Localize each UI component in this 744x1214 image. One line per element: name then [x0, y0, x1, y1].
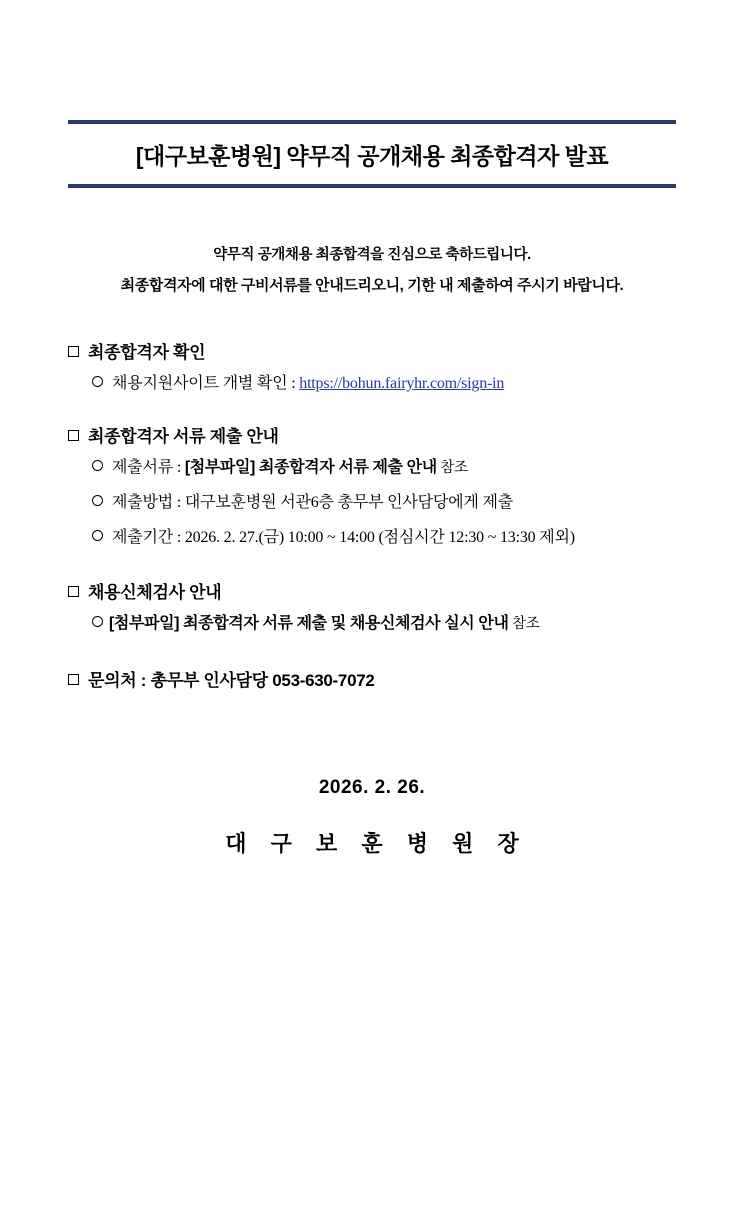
square-bullet-icon — [68, 346, 79, 357]
submission-docs-suffix: 참조 — [436, 459, 468, 476]
list-item — [92, 491, 676, 515]
document-page — [0, 120, 744, 1214]
section-heading-label: 채용신체검사 안내 — [88, 582, 222, 602]
list-item — [92, 372, 676, 396]
square-bullet-icon — [68, 586, 79, 597]
title-rule-bottom — [68, 184, 676, 188]
list-item — [92, 612, 676, 636]
issue-date: 2026. 2. 26. — [318, 776, 426, 798]
circle-bullet-icon — [92, 495, 103, 506]
section-document-submission — [68, 422, 676, 550]
section-items — [68, 612, 676, 636]
recruit-site-link[interactable]: https://bohun.fairyhr.com/sign-in — [299, 374, 505, 392]
submission-method-text: 제출방법 : 대구보훈병원 서관6층 총무부 인사담당에게 제출 — [112, 493, 513, 511]
issuer-name: 대 구 보 훈 병 원 장 — [225, 830, 528, 856]
contact-label: 문의처 : 총무부 인사담당 053-630-7072 — [88, 670, 375, 690]
section-heading — [68, 338, 676, 363]
page-title: [대구보훈병원] 약무직 공개채용 최종합격자 발표 — [135, 143, 609, 169]
circle-bullet-icon — [92, 376, 103, 387]
section-contact — [68, 666, 676, 691]
intro-line-1: 약무직 공개채용 최종합격을 진심으로 축하드립니다. — [213, 247, 531, 263]
section-medical-exam — [68, 578, 676, 636]
intro-line-2: 최종합격자에 대한 구비서류를 안내드리오니, 기한 내 제출하여 주시기 바랍니다. — [120, 277, 624, 295]
section-items — [68, 456, 676, 550]
list-item-text — [112, 372, 504, 396]
circle-bullet-icon — [92, 616, 103, 627]
submission-docs-prefix: 제출서류 : — [112, 458, 185, 476]
medical-exam-attachment: [첨부파일] 최종합격자 서류 제출 및 채용신체검사 실시 안내 — [109, 614, 509, 632]
section-items — [68, 372, 676, 396]
title-block — [68, 120, 676, 188]
section-heading-label: 최종합격자 확인 — [88, 342, 206, 362]
section-heading — [68, 578, 676, 603]
document-body — [68, 338, 676, 691]
list-item — [92, 526, 676, 550]
square-bullet-icon — [68, 674, 79, 685]
intro-block — [68, 240, 676, 302]
circle-bullet-icon — [92, 460, 103, 471]
square-bullet-icon — [68, 430, 79, 441]
list-item-text — [112, 456, 468, 480]
section-heading-label: 최종합격자 서류 제출 안내 — [88, 426, 279, 446]
circle-bullet-icon — [92, 530, 103, 541]
section-final-pass-check — [68, 338, 676, 396]
section-heading — [68, 422, 676, 447]
list-item — [92, 456, 676, 480]
list-item-text — [109, 612, 540, 636]
submission-period-text: 제출기간 : 2026. 2. 27.(금) 10:00 ~ 14:00 (점심시간 12:30 ~ 13:30 제외) — [112, 528, 575, 546]
medical-exam-suffix: 참조 — [508, 615, 540, 632]
list-item-label: 채용지원사이트 개별 확인 : — [112, 374, 300, 392]
submission-docs-attachment: [첨부파일] 최종합격자 서류 제출 안내 — [184, 458, 437, 476]
section-heading — [68, 666, 676, 691]
document-footer — [68, 777, 676, 858]
